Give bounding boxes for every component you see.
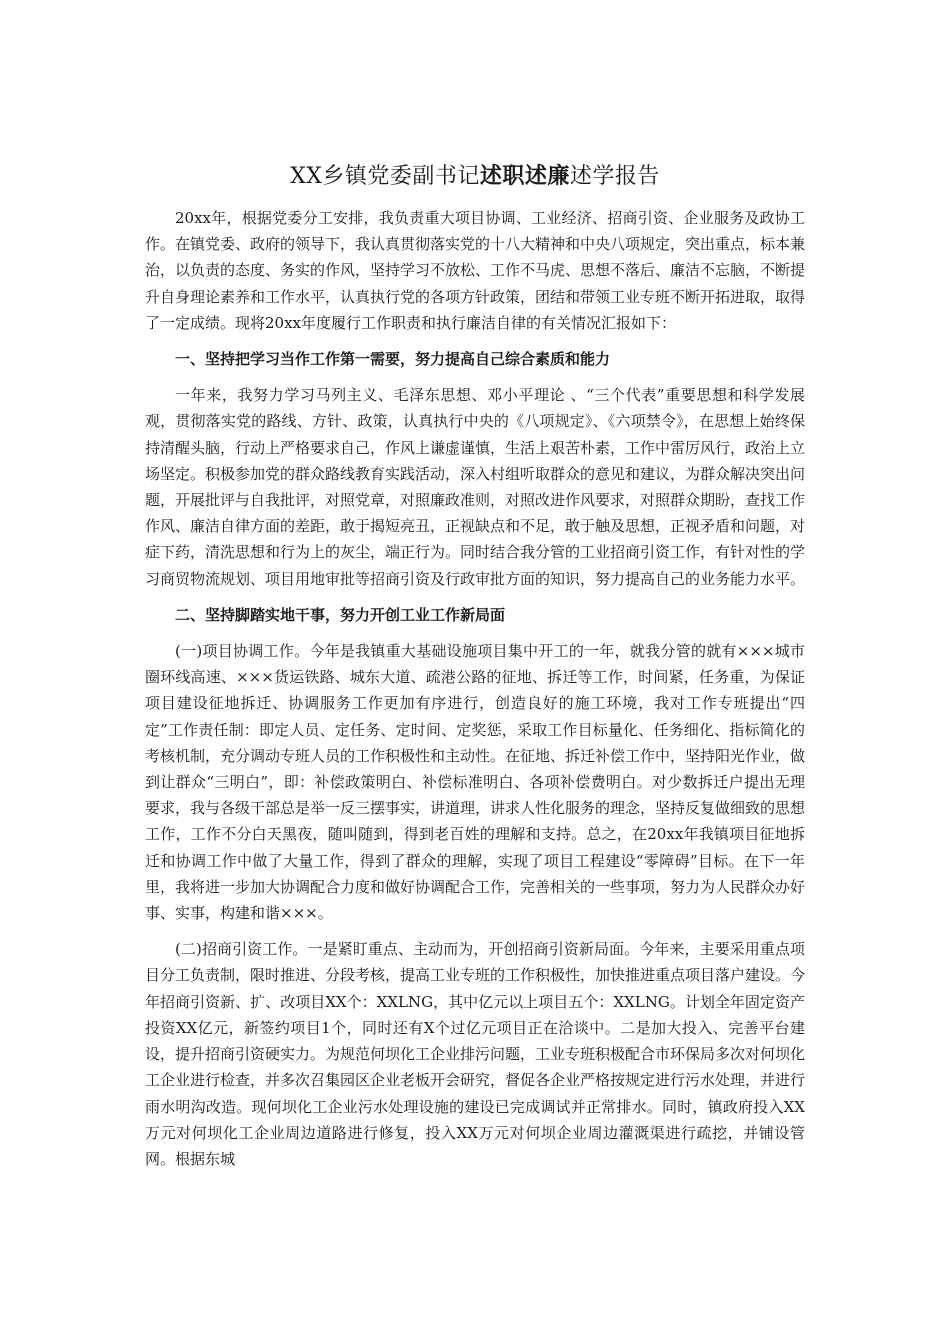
section-1-paragraph: 一年来，我努力学习马列主义、毛泽东思想、邓小平理论 、“三个代表”重要思想和科学发展观，贯彻落实党的路线、方针、政策，认真执行中央的《八项规定》、《六项禁令》，在思想上始终保持清醒头脑，行动上严格要求自己，作风上谦虚谨慎，生活上艰苦朴素，工作中雷厉风行，政治上立场坚定。积极参加党的群众路线教育实践活动，深入村组听取群众的意见和建议，为群众解决突出问题，开展批评与自我批评，对照党章，对照廉政准则，对照改进作风要求，对照群众期盼，查找工作作风、廉洁自律方面的差距，敢于揭短亮丑，正视缺点和不足，敢于触及思想，正视矛盾和问题，对症下药，清洗思想和行为上的灰尘，端正行为。同时结合我分管的工业招商引资工作，有针对性的学习商贸物流规划、项目用地审批等招商引资及行政审批方面的知识，努力提高自己的业务能力水平。 xyxy=(145,386,806,588)
section-2-subsection-1: (一)项目协调工作。今年是我镇重大基础设施项目集中开工的一年，就我分管的就有×××城市圈环线高速、×××货运铁路、城东大道、疏港公路的征地、拆迁等工作，时间紧，任务重，为保证项目建设征地拆迁、协调服务工作更加有序进行，创造良好的施工环境，我对工作专班提出“四定”工作责任制：即定人员、定任务、定时间、定奖惩，采取工作目标量化、任务细化、指标简化的考核机制，充分调动专班人员的工作积极性和主动性。在征地、拆迁补偿工作中，坚持阳光作业，做到让群众“三明白”，即：补偿政策明白、补偿标准明白、各项补偿费明白。对少数拆迁户提出无理要求，我与各级干部总是举一反三摆事实，讲道理，讲求人性化服务的理念，坚持反复做细致的思想工作，工作不分白天黑夜，随叫随到，得到老百姓的理解和支持。总之，在20xx年我镇项目征地拆迁和协调工作中做了大量工作，得到了群众的理解，实现了项目工程建设“零障碍”目标。在下一年里，我将进一步加大协调配合力度和做好协调配合工作，完善相关的一些事项，努力为人民群众办好事、实事，构建和谐×××。 xyxy=(145,642,806,923)
title-part-1: XX乡镇党委副书记 xyxy=(290,164,480,189)
section-2-heading: 二、坚持脚踏实地干事，努力开创工业工作新局面 xyxy=(175,605,506,624)
intro-paragraph: 20xx年，根据党委分工安排，我负责重大项目协调、工业经济、招商引资、企业服务及政协工作。在镇党委、政府的领导下，我认真贯彻落实党的十八大精神和中央八项规定，突出重点，标本兼治，以负责的态度、务实的作风，坚持学习不放松、工作不马虎、思想不落后、廉洁不忘脑，不断提升自身理论素养和工作水平，认真执行党的各项方针政策，团结和带领工业专班不断开拓进取，取得了一定成绩。现将20xx年度履行工作职责和执行廉洁自律的有关情况汇报如下： xyxy=(145,209,806,332)
title-part-2: 述职述廉 xyxy=(479,163,570,189)
paragraph-spacer xyxy=(145,926,805,936)
section-1-heading: 一、坚持把学习当作工作第一需要，努力提高自己综合素质和能力 xyxy=(175,350,611,369)
title-part-3: 述学报告 xyxy=(569,164,660,189)
document-title xyxy=(145,150,805,203)
section-2-subsection-2: (二)招商引资工作。一是紧盯重点、主动而为，开创招商引资新局面。今年来，主要采用重点项目分工负责制，限时推进、分段考核，提高工业专班的工作积极性，加快推进重点项目落户建设。今年招商引资新、扩、改项目XX个：XXLNG，其中亿元以上项目五个：XXLNG。计划全年固定资产投资XX亿元，新签约项目1个，同时还有X个过亿元项目正在洽谈中。二是加大投入、完善平台建设，提升招商引资硬实力。为规范何坝化工企业排污问题，工业专班积极配合市环保局多次对何坝化工企业进行检查，并多次召集园区企业老板开会研究，督促各企业严格按规定进行污水处理，并进行雨水明沟改造。现何坝化工企业污水处理设施的建设已完成调试并正常排水。同时，镇政府投入XX万元对何坝化工企业周边道路进行修复，投入XX万元对何坝企业周边灌溉渠进行疏挖，并铺设管网。根据东城 xyxy=(145,940,806,1168)
document-page xyxy=(145,150,805,1172)
